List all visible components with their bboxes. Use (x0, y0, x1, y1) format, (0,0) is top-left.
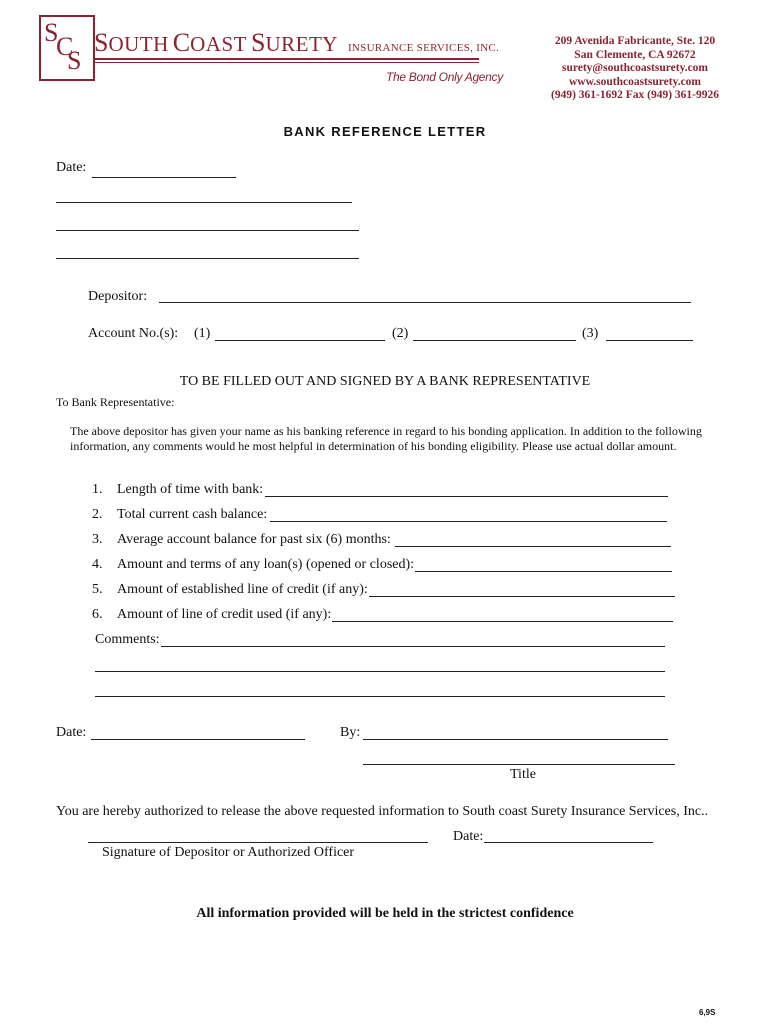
logo-letter-s1: S (44, 18, 59, 47)
signature-caption: Signature of Depositor or Authorized Officer (102, 845, 355, 860)
logo-letter-s2: S (67, 46, 82, 75)
question-5-number: 5. (92, 582, 103, 597)
company-name (94, 28, 499, 58)
question-5-field[interactable] (369, 580, 675, 597)
address-website[interactable]: www.southcoastsurety.com (568, 75, 702, 88)
account-label: Account No.(s): (88, 326, 179, 341)
question-4-number: 4. (92, 557, 103, 572)
question-3-label: Average account balance for past six (6) months: (117, 532, 391, 547)
confidentiality-note: All information provided will be held in the strictest confidence (196, 906, 574, 921)
salutation: To Bank Representative: (56, 395, 175, 409)
depositor-field[interactable] (159, 286, 691, 303)
company-suffix: INSURANCE SERVICES, INC. (347, 42, 500, 54)
question-2-label: Total current cash balance: (117, 507, 268, 522)
address-email[interactable]: surety@southcoastsurety.com (561, 62, 709, 75)
account-2-label: (2) (392, 326, 409, 341)
account-3-label: (3) (582, 326, 599, 341)
comments-field-line-3[interactable] (95, 680, 665, 697)
company-name-s2: S (250, 28, 266, 57)
bank-date-label: Date: (56, 725, 87, 740)
question-4-label: Amount and terms of any loan(s) (opened or closed): (117, 557, 415, 572)
bank-name-field[interactable] (56, 186, 352, 203)
header-rule (94, 58, 479, 60)
question-3-number: 3. (92, 532, 103, 547)
by-signature-field[interactable] (363, 723, 668, 740)
by-label: By: (340, 725, 361, 740)
question-2-number: 2. (92, 507, 103, 522)
question-3-field[interactable] (395, 530, 671, 547)
bank-city-field[interactable] (56, 242, 359, 259)
bank-address-field[interactable] (56, 214, 359, 231)
question-6-label: Amount of line of credit used (if any): (117, 607, 332, 622)
authorization-date-field[interactable] (484, 826, 653, 843)
title-label: Title (510, 767, 536, 782)
account-2-field[interactable] (413, 324, 576, 341)
top-date-field[interactable] (92, 161, 236, 178)
form-code: 6,9S (699, 1008, 716, 1017)
top-date-label: Date: (56, 160, 87, 175)
company-name-oast: OAST (190, 32, 247, 56)
company-name-s: S (94, 28, 109, 57)
address-street: 209 Avenida Fabricante, Ste. 120 (554, 35, 716, 47)
question-1-number: 1. (92, 482, 103, 497)
form-title: BANK REFERENCE LETTER (283, 124, 487, 139)
comments-label: Comments: (95, 632, 160, 647)
account-3-field[interactable] (606, 324, 693, 341)
depositor-signature-field[interactable] (88, 826, 428, 843)
company-name-outh: OUTH (108, 32, 169, 56)
comments-field-line-1[interactable] (161, 630, 665, 647)
question-2-field[interactable] (270, 505, 667, 522)
question-1-label: Length of time with bank: (117, 482, 264, 497)
instructions: The above depositor has given your name as his banking reference in regard to his bonding application. In addition to the following information, any comments would he most helpful in determination of his bonding eligibility. Please use actual dollar amount. (70, 424, 702, 453)
address-phone: (949) 361-1692 Fax (949) 361-9926 (550, 89, 719, 102)
header-rule-thin (94, 62, 479, 63)
bank-title-field[interactable] (363, 748, 675, 765)
authorization-text: You are hereby authorized to release the above requested information to South coast Surety Insurance Services, Inc.. (56, 804, 709, 819)
bank-date-field[interactable] (91, 723, 305, 740)
company-address (540, 35, 730, 103)
logo-letter-c: C (56, 32, 74, 61)
question-6-number: 6. (92, 607, 103, 622)
question-5-label: Amount of established line of credit (if any): (117, 582, 368, 597)
question-4-field[interactable] (415, 555, 672, 572)
company-name-urety: URETY (265, 32, 338, 56)
comments-field-line-2[interactable] (95, 655, 665, 672)
company-logo (39, 15, 95, 81)
bank-section-heading: TO BE FILLED OUT AND SIGNED BY A BANK REPRESENTATIVE (179, 374, 591, 389)
depositor-label: Depositor: (88, 289, 148, 304)
authorization-date-label: Date: (453, 829, 484, 844)
address-city: San Clemente, CA 92672 (574, 48, 696, 61)
tagline: The Bond Only Agency (386, 70, 503, 84)
question-6-field[interactable] (332, 605, 673, 622)
account-1-label: (1) (194, 326, 211, 341)
account-1-field[interactable] (215, 324, 385, 341)
question-1-field[interactable] (265, 480, 668, 497)
company-name-c: C (172, 28, 191, 57)
